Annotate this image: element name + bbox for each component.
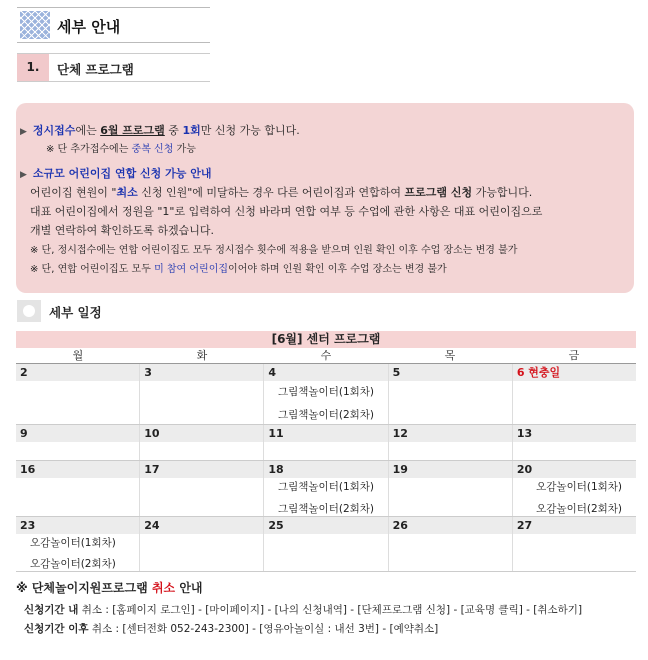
calendar-weekdays [16,348,636,364]
calendar-day: 10 [140,425,264,460]
calendar-week [16,517,636,572]
calendar-day: 26 [389,517,513,571]
calendar-week [16,461,636,517]
cancel-guide-line-1: 신청기간 내 취소 : [홈페이지 로그인] - [마이페이지] - [나의 신청내역] - [단체프로그램 신청] - [교육명 클릭] - [취소하기] [24,604,583,616]
pattern-icon [20,11,50,39]
calendar-day: 19 [389,461,513,516]
calendar-day: 24 [140,517,264,571]
circle-icon [17,300,41,322]
program-number: 1. [17,54,49,81]
notice-line-2: ※ 단 추가접수에는 중복 신청 가능 [46,144,196,155]
notice-line-8: ※ 단, 연합 어린이집도 모두 미 참여 어린이집이어야 하며 인원 확인 이후 수업 장소는 변경 불가 [30,264,447,275]
holiday-label: 6 현충일 [513,364,636,381]
calendar-event: 오감놀이터(2회차) [30,558,116,570]
calendar-event: 그림책놀이터(2회차) [277,409,375,421]
calendar-day: 13 [513,425,636,460]
calendar-day: 2 [16,364,140,424]
calendar-day [513,364,636,424]
notice-line-6: 개별 연락하여 확인하도록 하겠습니다. [30,224,215,237]
calendar-day: 5 [389,364,513,424]
notice-line-1: ▶ 정시접수에는 6월 프로그램 중 1회만 신청 가능 합니다. [20,124,300,137]
calendar-event: 그림책놀이터(2회차) [277,503,375,515]
calendar-title: [6월] 센터 프로그램 [16,331,636,348]
calendar-week [16,425,636,461]
calendar-event: 오감놀이터(2회차) [536,503,623,515]
weekday-thu: 목 [444,349,456,362]
weekday-fri: 금 [568,349,580,362]
program-header [17,53,210,82]
calendar-event: 그림책놀이터(1회차) [277,386,375,398]
notice-line-7: ※ 단, 정시접수에는 연합 어린이집도 모두 정시접수 횟수에 적용을 받으며 인원 확인 이후 수업 장소는 변경 불가 [30,245,518,256]
calendar-day: 17 [140,461,264,516]
calendar-day: 9 [16,425,140,460]
calendar [16,331,636,572]
calendar-day: 16 [16,461,140,516]
notice-line-5: 대표 어린이집에서 정원을 "1"로 입력하여 신청 바라며 연합 여부 등 수업에 관한 사항은 대표 어린이집으로 [30,205,543,218]
calendar-day: 27 [513,517,636,571]
triangle-right-icon: ▶ [20,127,27,137]
schedule-title: 세부 일정 [49,305,102,320]
calendar-day: 4 그림책놀이터(1회차) 그림책놀이터(2회차) [264,364,388,424]
weekday-wed: 수 [320,349,332,362]
weekday-mon: 월 [72,349,84,362]
calendar-day: 12 [389,425,513,460]
section-title: 세부 안내 [57,18,121,36]
notice-line-4: 어린이집 현원이 "최소 신청 인원"에 미달하는 경우 다른 어린이집과 연합하여 프로그램 신청 가능합니다. [30,186,533,199]
section-header [17,7,210,43]
calendar-day: 18 그림책놀이터(1회차) 그림책놀이터(2회차) [264,461,388,516]
calendar-week [16,364,636,425]
calendar-event: 그림책놀이터(1회차) [277,481,375,493]
cancel-guide [16,579,636,636]
weekday-tue: 화 [196,349,208,362]
notice-box [16,103,634,293]
program-title: 단체 프로그램 [57,62,134,77]
calendar-day: 25 [264,517,388,571]
cancel-guide-title: ※ 단체놀이지원프로그램 취소 안내 [16,581,203,595]
calendar-event: 오감놀이터(1회차) [30,537,116,549]
calendar-day: 20 오감놀이터(1회차) 오감놀이터(2회차) [513,461,636,516]
cancel-guide-line-2: 신청기간 이후 취소 : [센터전화 052-243-2300] - [영유아놀이실 : 내선 3번] - [예약취소] [24,623,439,635]
notice-line-3: ▶ 소규모 어린이집 연합 신청 가능 안내 [20,167,212,180]
calendar-event: 오감놀이터(1회차) [536,481,623,493]
calendar-day: 3 [140,364,264,424]
triangle-right-icon: ▶ [20,170,27,180]
calendar-day: 11 [264,425,388,460]
calendar-day: 23 오감놀이터(1회차) 오감놀이터(2회차) [16,517,140,571]
